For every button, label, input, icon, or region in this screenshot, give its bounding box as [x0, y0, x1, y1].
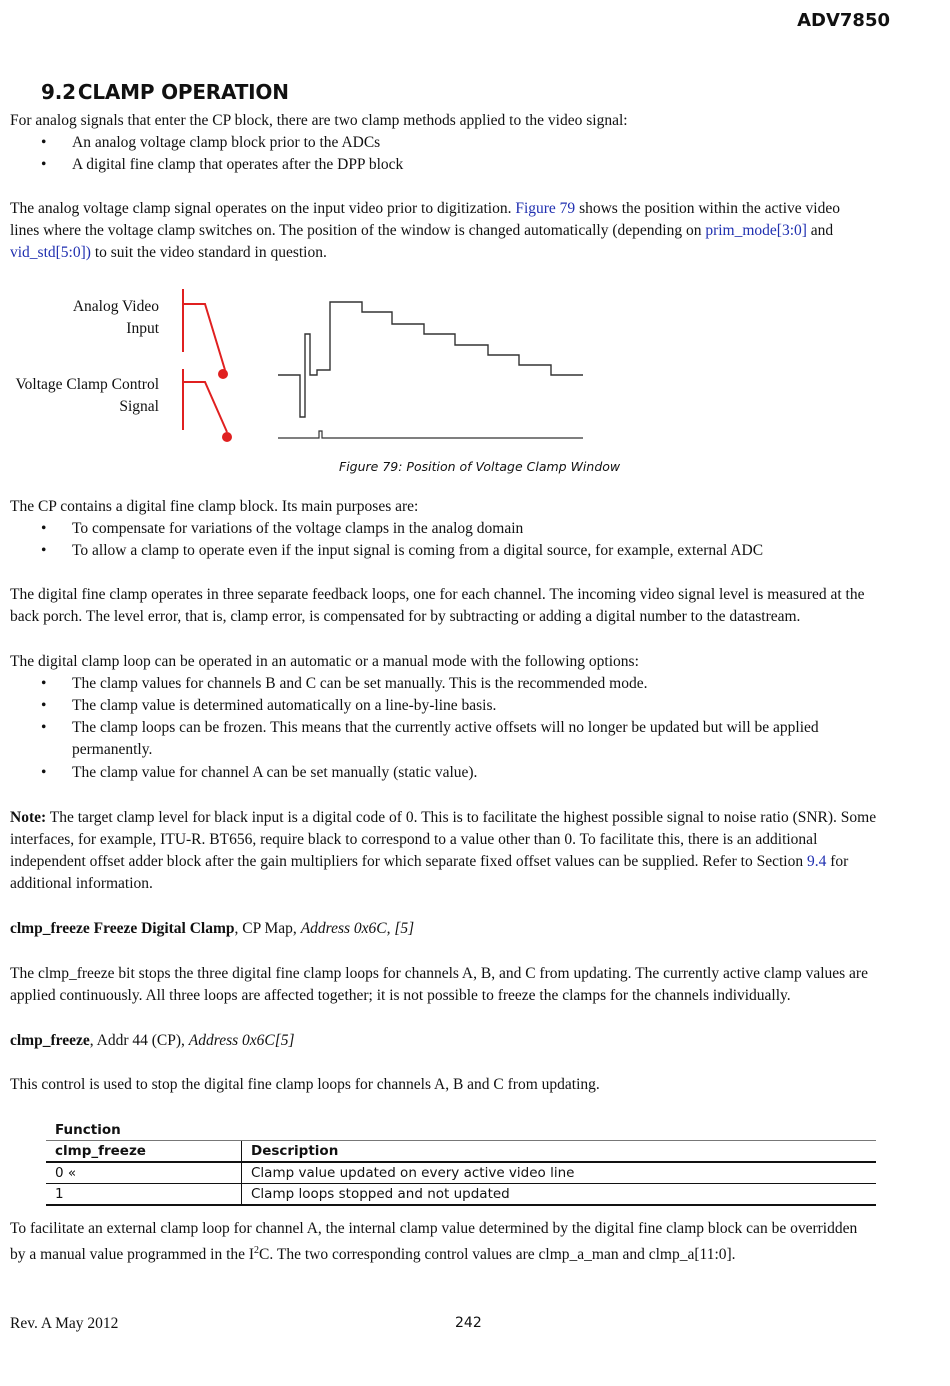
- figure-label-line: Analog Video: [72, 298, 159, 315]
- table-cell: 0 «: [46, 1162, 242, 1184]
- cp-bullet-1: To compensate for variations of the voltage clamps in the analog domain: [72, 520, 524, 537]
- analog-paragraph-line-2: [10, 220, 833, 242]
- note-line-3: [10, 851, 848, 873]
- document-header-title: ADV7850: [797, 10, 890, 31]
- figure-label-line: Signal: [119, 398, 159, 415]
- prim-mode-link[interactable]: prim_mode[3:0]: [705, 222, 807, 239]
- text-span: for: [826, 853, 849, 870]
- text-span: The analog voltage clamp signal operates on the input video prior to digitization.: [10, 200, 516, 217]
- register-address: Address 0x6C[5]: [188, 1032, 295, 1049]
- footer-revision: Rev. A May 2012: [10, 1315, 119, 1332]
- switch-symbol-analog-video-icon: [183, 289, 228, 379]
- modes-paragraph: The digital clamp loop can be operated in an automatic or a manual mode with the following options:: [10, 653, 639, 670]
- intro-bullet-1: An analog voltage clamp block prior to the ADCs: [72, 134, 381, 151]
- bullet-icon: •: [41, 542, 47, 559]
- note-label: Note:: [10, 809, 47, 826]
- freeze-paragraph-line-2: applied continuously. All three loops are affected together; it is not possible to freeze the clamps for the channels individually.: [10, 987, 791, 1004]
- section-heading: [41, 80, 289, 104]
- function-table: [46, 1120, 876, 1206]
- text-span: C. The two corresponding control values are clmp_a_man and clmp_a[11:0].: [259, 1246, 736, 1264]
- text-span: to suit the video standard in question.: [90, 244, 327, 261]
- intro-bullet-2: A digital fine clamp that operates after the DPP block: [72, 156, 404, 173]
- text-span: independent offset adder block after the gain multipliers for which separate fixed offset values can be supplied. Refer to Section: [10, 853, 807, 870]
- bullet-icon: •: [41, 675, 47, 692]
- freeze-paragraph-line-1: The clmp_freeze bit stops the three digital fine clamp loops for channels A, B, and C from updating. The currently active clamp values are: [10, 965, 868, 982]
- bullet-icon: •: [41, 764, 47, 781]
- cp-bullet-2: To allow a clamp to operate even if the input signal is coming from a digital source, for example, external ADC: [72, 542, 764, 559]
- table-cell: 1: [46, 1184, 242, 1206]
- register-heading-addr: [10, 1030, 295, 1052]
- text-span: shows the position within the active video: [575, 200, 840, 217]
- intro-text: For analog signals that enter the CP block, there are two clamp methods applied to the video signal:: [10, 112, 628, 129]
- figure-label-analog-video: [73, 296, 159, 340]
- modes-bullet-3-line-1: The clamp loops can be frozen. This means that the currently active offsets will no longer be updated but will be applied: [72, 719, 819, 736]
- clamp-control-waveform: [278, 431, 583, 438]
- table-caption-row: [46, 1120, 876, 1141]
- note-line-1: [10, 807, 876, 829]
- cp-paragraph: The CP contains a digital fine clamp block. Its main purposes are:: [10, 498, 419, 515]
- register-name: clmp_freeze: [10, 1032, 90, 1049]
- vid-std-link[interactable]: vid_std[5:0]): [10, 244, 91, 261]
- text-span: by a manual value programmed in the I: [10, 1246, 255, 1264]
- table-row: [46, 1184, 876, 1206]
- bullet-icon: •: [41, 697, 47, 714]
- final-paragraph-line-2: [10, 1240, 736, 1266]
- register-map: , CP Map,: [234, 920, 301, 937]
- figure-caption: Figure 79: Position of Voltage Clamp Window: [339, 459, 621, 474]
- section-title: CLAMP OPERATION: [77, 80, 289, 104]
- text-span: lines where the voltage clamp switches on. The position of the window is changed automatically (depending on: [10, 222, 706, 239]
- figure-label-line: Input: [126, 320, 159, 337]
- table-header-cell: clmp_freeze: [46, 1141, 242, 1163]
- final-paragraph-line-1: To facilitate an external clamp loop for channel A, the internal clamp value determined by the digital fine clamp block can be overridden: [10, 1220, 858, 1237]
- bullet-icon: •: [41, 719, 47, 736]
- modes-bullet-3-line-2: permanently.: [72, 741, 153, 758]
- bullet-icon: •: [41, 156, 47, 173]
- loops-paragraph-line-2: back porch. The level error, that is, clamp error, is compensated for by subtracting or adding a digital number to the datastream.: [10, 608, 801, 625]
- figure-79-link[interactable]: Figure 79: [515, 200, 576, 217]
- note-line-4: additional information.: [10, 875, 153, 892]
- note-line-2: interfaces, for example, ITU-R. BT656, require black to correspond to a value other than 0. To facilitate this, there is an additional: [10, 831, 818, 848]
- control-paragraph: This control is used to stop the digital fine clamp loops for channels A, B and C from updating.: [10, 1076, 600, 1093]
- analog-paragraph-line-3: [10, 242, 327, 264]
- register-heading-freeze: [10, 918, 414, 940]
- table-header-row: [46, 1141, 876, 1163]
- table-cell: Clamp value updated on every active video line: [242, 1162, 877, 1184]
- register-address: Address 0x6C, [5]: [300, 920, 415, 937]
- table-row: [46, 1162, 876, 1184]
- superscript: 2: [254, 1245, 260, 1256]
- modes-bullet-1: The clamp values for channels B and C can be set manually. This is the recommended mode.: [72, 675, 648, 692]
- text-span: and: [806, 222, 834, 239]
- table-header-cell: Description: [242, 1141, 877, 1163]
- bullet-icon: •: [41, 134, 47, 151]
- table-caption: Function: [55, 1122, 121, 1138]
- bullet-icon: •: [41, 520, 47, 537]
- section-number: 9.2: [41, 80, 76, 104]
- footer-page-number: 242: [455, 1315, 482, 1331]
- register-name: clmp_freeze Freeze Digital Clamp: [10, 920, 235, 937]
- modes-bullet-2: The clamp value is determined automatically on a line-by-line basis.: [72, 697, 497, 714]
- analog-video-waveform: [278, 302, 583, 417]
- analog-paragraph-line-1: [10, 198, 840, 220]
- loops-paragraph-line-1: The digital fine clamp operates in three separate feedback loops, one for each channel. The incoming video signal level is measured at the: [10, 586, 865, 603]
- switch-symbol-clamp-control-icon: [183, 369, 232, 442]
- figure-label-line: Voltage Clamp Control: [15, 376, 159, 393]
- voltage-clamp-figure: [170, 282, 600, 452]
- section-9-4-link[interactable]: 9.4: [806, 853, 827, 870]
- register-addr: , Addr 44 (CP),: [89, 1032, 189, 1049]
- table-cell: Clamp loops stopped and not updated: [242, 1184, 877, 1206]
- text-span: The target clamp level for black input is a digital code of 0. This is to facilitate the highest possible signal to noise ratio (SNR). Some: [46, 809, 877, 826]
- modes-bullet-4: The clamp value for channel A can be set manually (static value).: [72, 764, 478, 781]
- figure-label-clamp-control: [15, 374, 159, 418]
